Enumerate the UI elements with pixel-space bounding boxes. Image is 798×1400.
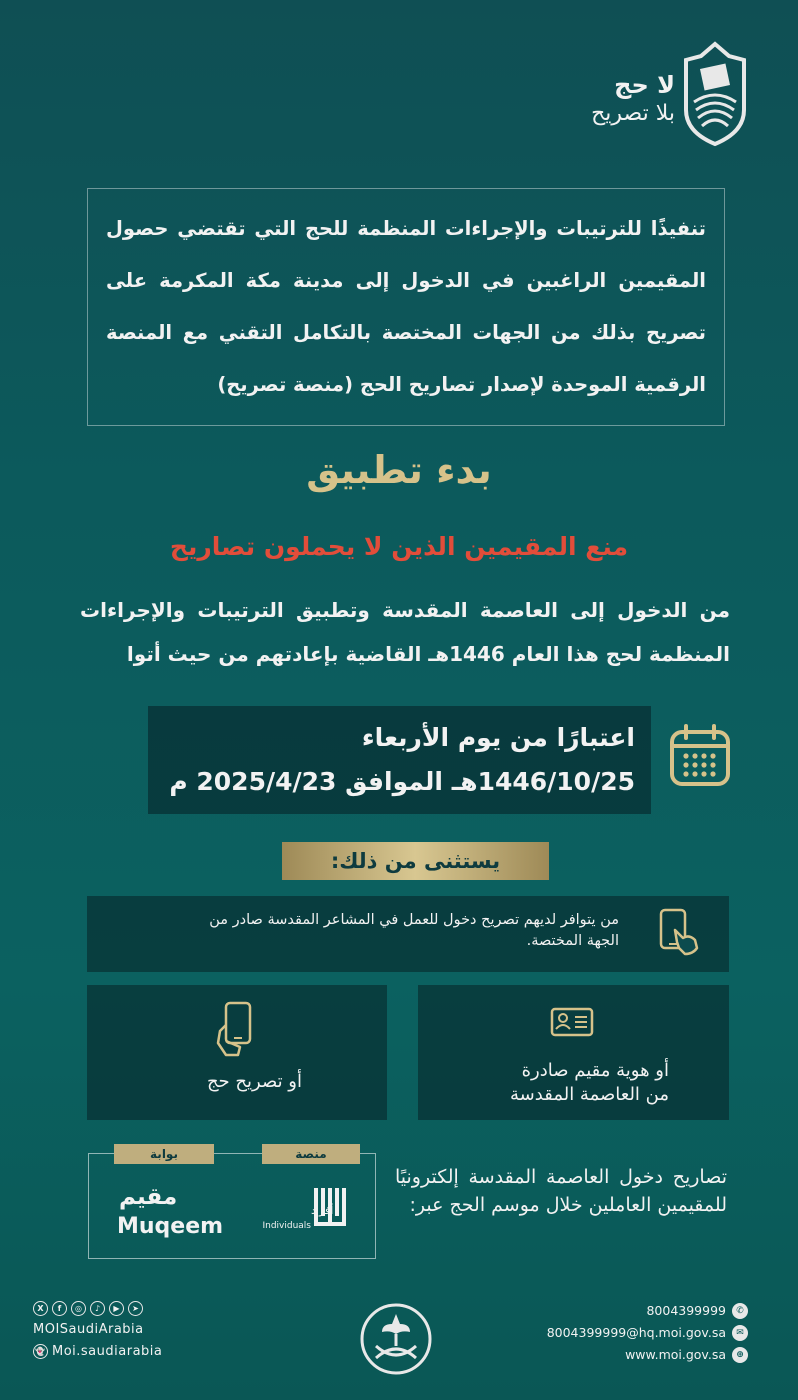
snapchat-handle-text: Moi.saudiarabia xyxy=(52,1344,163,1359)
saudi-emblem-icon xyxy=(360,1300,432,1378)
calendar-icon xyxy=(668,722,732,788)
social-icons xyxy=(33,1301,183,1316)
intro-paragraph: تنفيذًا للترتيبات والإجراءات المنظمة للحج التي تقتضي حصول المقيمين الراغبين في الدخول إلى مدينة مكة المكرمة على تصريح بذلك من الجهات المختصة بالتكامل التقني مع المنصة الرقمية الموحدة لإصدار تصاريح الحج (منصة تصريح) xyxy=(87,188,725,426)
date-line2: 1446/10/25هـ الموافق 2025/4/23 م xyxy=(169,767,635,796)
phone-touch-icon xyxy=(653,908,701,956)
website-contact[interactable] xyxy=(528,1344,748,1366)
logo-line2: بلا تصريح xyxy=(591,101,675,126)
muqeem-logo-ar[interactable]: مقيم xyxy=(119,1184,178,1210)
residency-line1: أو هوية مقيم صادرة xyxy=(521,1060,669,1081)
phone-number: 8004399999 xyxy=(646,1303,726,1318)
portal-tag: بوابة xyxy=(114,1144,214,1164)
email-address: 8004399999@hq.moi.gov.sa xyxy=(546,1325,726,1340)
x-icon[interactable]: X xyxy=(33,1301,48,1316)
headline: بدء تطبيق xyxy=(306,448,492,492)
muqeem-logo-en[interactable]: Muqeem xyxy=(117,1214,224,1239)
description: من الدخول إلى العاصمة المقدسة وتطبيق الترتيبات والإجراءات المنظمة لحج هذا العام 1446هـ القاضية بإعادتهم من حيث أتوا xyxy=(80,598,730,666)
tiktok-icon[interactable]: ♪ xyxy=(90,1301,105,1316)
mobile-hand-icon xyxy=(214,1001,256,1057)
logo-line1: لا حج xyxy=(614,71,675,99)
afrad-ar-label: أفراد xyxy=(311,1204,334,1217)
work-permit-text: من يتوافر لديهم تصريح دخول للعمل في المشاعر المقدسة صادر من الجهة المختصة. xyxy=(209,912,619,949)
email-contact[interactable] xyxy=(528,1322,748,1344)
effective-date-box xyxy=(148,706,651,814)
platforms-box xyxy=(88,1147,376,1259)
id-card-icon xyxy=(550,1007,594,1037)
phone-contact[interactable] xyxy=(528,1300,748,1322)
date-line1: اعتبارًا من يوم الأربعاء xyxy=(361,723,635,752)
contact-footer xyxy=(528,1300,748,1366)
exception-hajj-permit-card xyxy=(87,985,387,1120)
instagram-icon[interactable]: ◎ xyxy=(71,1301,86,1316)
globe-icon: ⊕ xyxy=(732,1347,748,1363)
platform-tag: منصة xyxy=(262,1144,360,1164)
exception-residency-card xyxy=(418,985,729,1120)
absher-afrad-logo[interactable] xyxy=(259,1184,359,1244)
campaign-logo-text xyxy=(555,70,675,128)
youtube-icon[interactable]: ▶ xyxy=(109,1301,124,1316)
phone-icon: ✆ xyxy=(732,1303,748,1319)
residency-line2: من العاصمة المقدسة xyxy=(510,1084,669,1105)
website-url: www.moi.gov.sa xyxy=(625,1347,726,1362)
snapchat-icon: 👻 xyxy=(33,1344,48,1359)
exception-work-permit-card xyxy=(87,896,729,972)
kaaba-fingerprint-icon xyxy=(680,40,750,148)
residency-text xyxy=(510,1059,669,1107)
exceptions-title: يستثنى من ذلك: xyxy=(282,842,549,880)
afrad-en-label: Individuals xyxy=(262,1221,311,1231)
mail-icon: ✉ xyxy=(732,1325,748,1341)
hajj-permit-text: أو تصريح حج xyxy=(206,1071,302,1092)
social-handle[interactable]: MOISaudiArabia xyxy=(33,1322,144,1337)
subheadline: منع المقيمين الذين لا يحملون تصاريح xyxy=(169,532,629,561)
social-footer xyxy=(33,1301,183,1361)
channels-text: تصاريح دخول العاصمة المقدسة إلكترونيًا للمقيمين العاملين خلال موسم الحج عبر: xyxy=(395,1166,727,1216)
telegram-icon[interactable]: ➤ xyxy=(128,1301,143,1316)
snapchat-handle[interactable] xyxy=(33,1343,183,1361)
facebook-icon[interactable]: f xyxy=(52,1301,67,1316)
